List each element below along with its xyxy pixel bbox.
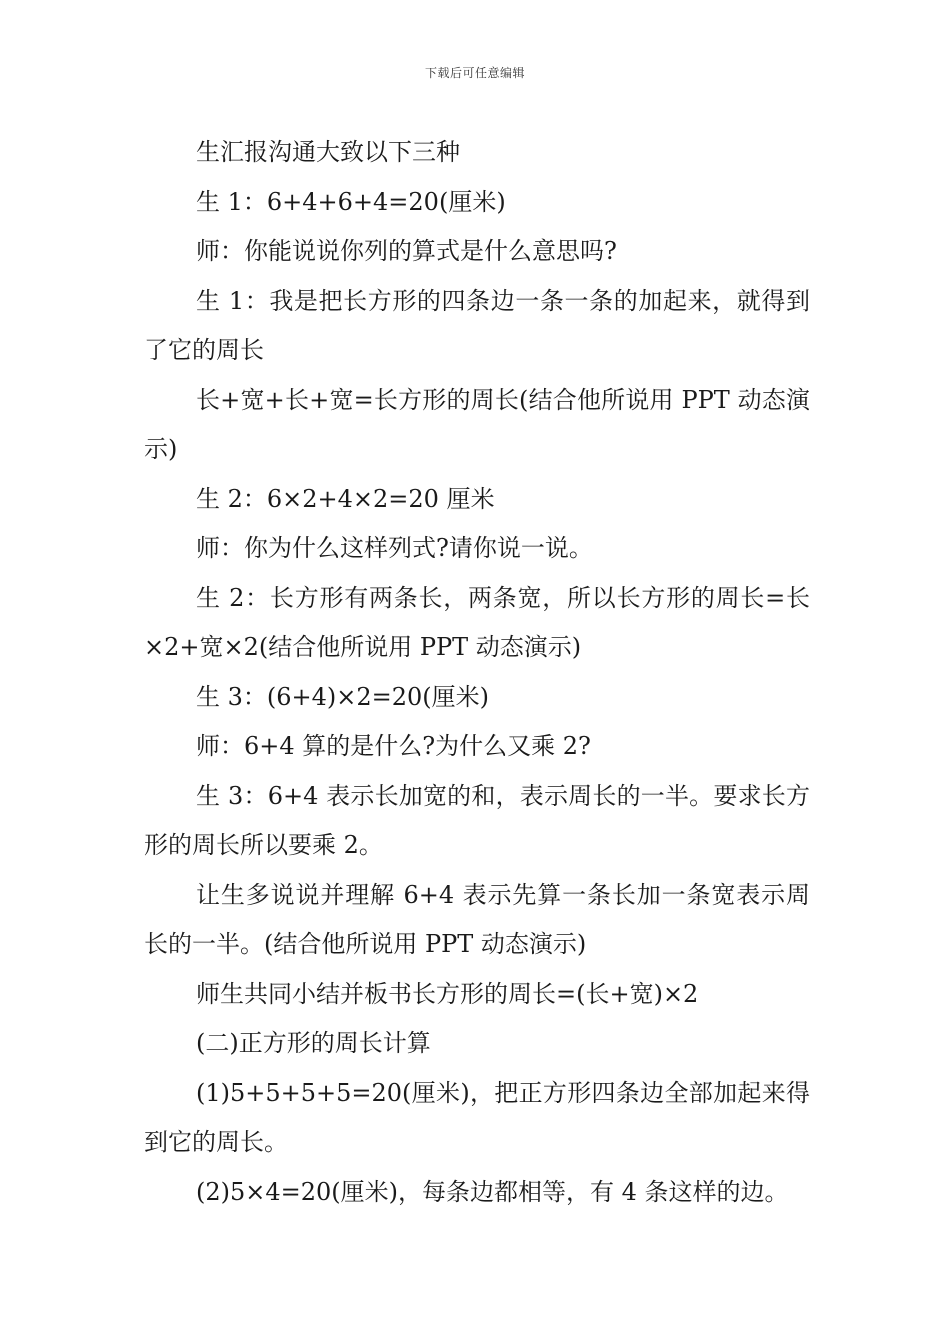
paragraph: 生 3：(6+4)×2=20(厘米) bbox=[196, 682, 490, 711]
paragraph: 生 3：6+4 表示长加宽的和，表示周长的一半。要求长方形的周长所以要乘 2。 bbox=[144, 781, 810, 859]
paragraph: 长+宽+长+宽=长方形的周长(结合他所说用 PPT 动态演示) bbox=[144, 385, 810, 463]
paragraph: 师：你为什么这样列式?请你说一说。 bbox=[196, 534, 593, 562]
page-header: 下载后可任意编辑 bbox=[424, 66, 525, 80]
paragraph: 让生多说说并理解 6+4 表示先算一条长加一条宽表示周长的一半。(结合他所说用 PPT 动态演示) bbox=[144, 880, 810, 958]
paragraph: 生 2：长方形有两条长，两条宽，所以长方形的周长=长×2+宽×2(结合他所说用 PPT 动态演示) bbox=[144, 583, 810, 661]
document-body bbox=[144, 128, 810, 1217]
paragraph: 师：6+4 算的是什么?为什么又乘 2? bbox=[196, 732, 591, 760]
paragraph: 生 1：我是把长方形的四条边一条一条的加起来，就得到了它的周长 bbox=[144, 286, 810, 364]
paragraph: 生 2：6×2+4×2=20 厘米 bbox=[196, 484, 495, 513]
paragraph: 生 1：6+4+6+4=20(厘米) bbox=[196, 187, 506, 216]
paragraph: (1)5+5+5+5=20(厘米)，把正方形四条边全部加起来得到它的周长。 bbox=[144, 1078, 810, 1156]
paragraph: 生汇报沟通大致以下三种 bbox=[196, 138, 460, 166]
paragraph: 师生共同小结并板书长方形的周长=(长+宽)×2 bbox=[196, 979, 699, 1008]
paragraph: (2)5×4=20(厘米)，每条边都相等，有 4 条这样的边。 bbox=[196, 1177, 789, 1206]
section-heading: (二)正方形的周长计算 bbox=[196, 1029, 431, 1057]
paragraph: 师：你能说说你列的算式是什么意思吗? bbox=[196, 237, 617, 265]
